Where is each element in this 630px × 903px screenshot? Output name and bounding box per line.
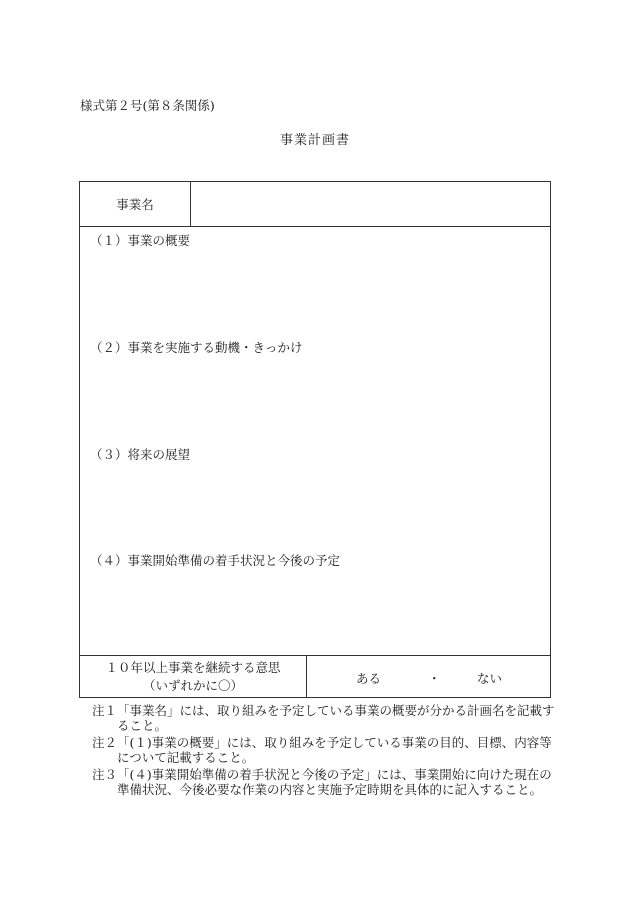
note-text: 「(４)事業開始準備の着手状況と今後の予定」には、事業開始に向けた現在の準備状況、今後必要な作業の内容と実施予定時期を具体的に記入すること。 [117,767,552,797]
form-number: 様式第２号(第８条関係) [80,98,215,113]
note-item [92,735,562,765]
business-name-row [80,182,550,227]
continuation-intent-label [80,656,307,698]
notes [92,703,562,799]
section-motivation: （２）事業を実施する動機・きっかけ [90,340,303,355]
option-yes[interactable]: ある [356,671,382,686]
note-mark: 注３ [92,767,118,782]
continuation-intent-row [80,655,550,698]
business-name-label: 事業名 [80,182,191,226]
section-outlook: （３）将来の展望 [90,447,191,462]
section-overview: （１）事業の概要 [90,233,191,248]
note-mark: 注１ [92,703,118,718]
document-title: 事業計画書 [279,133,350,148]
continuation-intent-label-line1: １０年以上事業を継続する意思 [105,660,281,675]
continuation-intent-choices [308,656,550,698]
business-name-field[interactable] [191,182,550,226]
plan-table [79,181,551,698]
note-text: 「(１)事業の概要」には、取り組みを予定している事業の目的、目標、内容等について記載すること。 [117,735,552,765]
section-preparation: （４）事業開始準備の着手状況と今後の予定 [90,553,341,568]
option-no[interactable]: ない [477,671,503,686]
note-text: 「事業名」には、取り組みを予定している事業の概要が分かる計画名を記載すること。 [117,703,555,733]
note-item [92,703,562,733]
continuation-intent-label-line2: （いずれかに〇） [142,678,243,693]
note-item [92,767,562,797]
note-mark: 注２ [92,735,118,750]
choice-separator: ・ [428,671,441,686]
